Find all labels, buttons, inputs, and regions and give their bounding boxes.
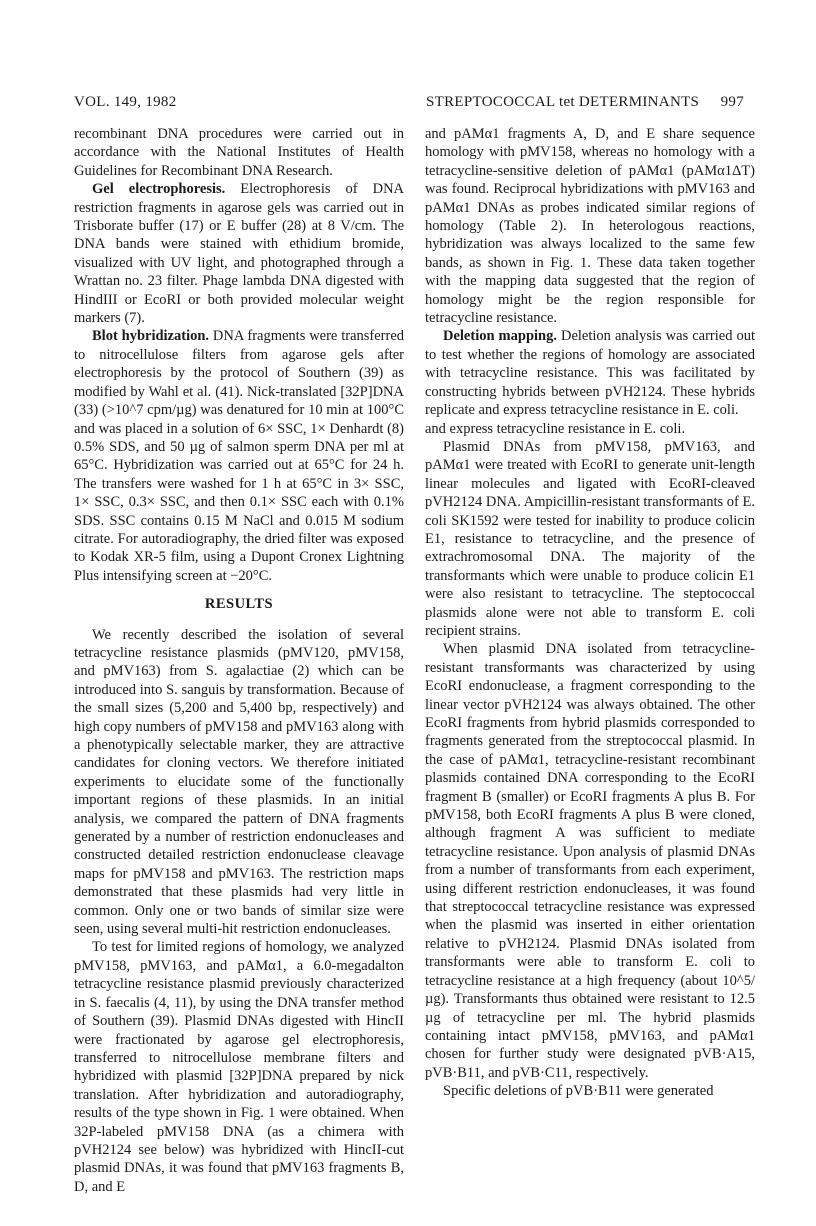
gel-electrophoresis-text: Electrophoresis of DNA restriction fragments in agarose gels was carried out in Trisborate buffer (17) or E buffer (28) at 8 V/cm. The DNA bands were stained with ethidium bromide, visualized with UV light, and photographed through a Wrattan no. 23 filter. Phage lambda DNA digested with HindIII or EcoRI or both provided molecular weight markers (7). [74, 181, 405, 327]
paragraph-results-intro: We recently described the isolation of several tetracycline resistance plasmids (pMV120, pMV158, and pMV163) from S. agalactiae (2) which can be introduced into S. sanguis by transformation. Because of the small sizes (5,200 and 5,400 bp, respectively) and high copy numbers of pMV158 and pMV163 along with a phenotypically selectable marker, they are attractive candidates for cloning vectors. We therefore initiated experiments to elucidate some of the functionally important regions of these plasmids. In an initial analysis, we compared the pattern of DNA fragments generated by a number of restriction endonucleases and constructed detailed restriction endonuclease cleavage maps for pMV158 and pMV163. The restriction maps demonstrated that these plasmids had very little in common. Only one or two bands of similar size were seen, using several multi-hit restriction endonucleases. [74, 626, 404, 938]
subheading-gel-electrophoresis: Gel electrophoresis. [92, 181, 226, 198]
page-number: 997 [720, 94, 744, 110]
paragraph-ecori-characterization: When plasmid DNA isolated from tetracycline-resistant transformants was characterized by using EcoRI endonuclease, a fragment corresponding to the linear vector pVH2124 was always obtained. The other EcoRI fragments from hybrid plasmids corresponded to fragments generated from the streptococcal plasmid. In the case of pAMα1, tetracycline-resistant recombinant plasmids contained DNA corresponding to the EcoRI fragment B (smaller) or EcoRI fragments A plus B. For pMV158, both EcoRI fragments A plus B were cloned, although fragment A was sufficient to mediate tetracycline resistance. Upon analysis of plasmid DNAs from a number of transformants from each experiment, using different restriction endonucleases, it was found that streptococcal tetracycline resistance was expressed when the plasmid was inserted in either orientation relative to pVH2124. Plasmid DNAs isolated from transformants were able to transform E. coli to tetracycline resistance at a high frequency (about 10^5/µg). Transformants thus obtained were resistant to 12.5 µg of tetracycline per ml. The hybrid plasmids containing intact pMV158, pMV163, and pAMα1 chosen for further study were designated pVB·A15, pVB·B11, and pVB·C11, respectively. [425, 641, 755, 1081]
paragraph-deletion-mapping [425, 327, 755, 419]
journal-volume: VOL. 149, 1982 [74, 94, 177, 110]
paragraph-specific-deletions: Specific deletions of pVB·B11 were generated [443, 1083, 714, 1100]
running-header [74, 94, 744, 114]
paragraph-repeated-line: and express tetracycline resistance in E. coli. [425, 420, 686, 437]
subheading-blot-hybridization: Blot hybridization. [92, 328, 210, 345]
paragraph-homology-results: and pAMα1 fragments A, D, and E share sequence homology with pMV158, whereas no homology with a tetracycline-sensitive deletion of pAMα1 (pAMα1ΔT) was found. Reciprocal hybridizations with pMV163 and pAMα1 DNAs as probes indicated similar regions of homology (Table 2). In heterologous reactions, hybridization was always localized to the same few bands, as shown in Fig. 1. These data taken together with the mapping data suggested that the region of homology might be the region responsible for tetracycline resistance. [425, 126, 755, 327]
paragraph-gel-electrophoresis [74, 180, 404, 327]
subheading-deletion-mapping: Deletion mapping. [443, 328, 557, 345]
paragraph-guidelines: recombinant DNA procedures were carried out in accordance with the National Institutes of Health Guidelines for Recombinant DNA Research. [74, 126, 404, 179]
blot-hybridization-text: DNA fragments were transferred to nitrocellulose filters from agarose gels after electrophoresis by the protocol of Southern (39) as modified by Wahl et al. (41). Nick-translated [32P]DNA (33) (>10^7 cpm/µg) was denatured for 10 min at 100°C and was placed in a solution of 6× SSC, 1× Denhardt (8) 0.5% SDS, and 50 µg of salmon sperm DNA per ml at 65°C. Hybridization was carried out at 65°C for 24 h. The transfers were washed for 1 h at 65°C in 3× SSC, 1× SSC, 0.3× SSC, and then 0.1× SSC each with 0.1% SDS. SSC contains 0.15 M NaCl and 0.015 M sodium citrate. For autoradiography, the dried filter was exposed to Kodak XR-5 film, using a Dupont Cronex Lightning Plus intensifying screen at −20°C. [74, 328, 405, 584]
left-column [74, 125, 404, 1196]
paragraph-blot-hybridization [74, 327, 404, 585]
paragraph-plasmid-dnas: Plasmid DNAs from pMV158, pMV163, and pAMα1 were treated with EcoRI to generate unit-length linear molecules and ligated with EcoRI-cleaved pVH2124 DNA. Ampicillin-resistant transformants of E. coli SK1592 were tested for inability to produce colicin E1, resistance to tetracycline, and the presence of extrachromosomal DNA. The majority of the transformants which were unable to produce colicin E1 were also resistant to tetracycline. The steptococcal plasmids alone were not able to transform E. coli recipient strains. [425, 438, 755, 639]
section-heading-results: RESULTS [204, 596, 274, 613]
running-title: STREPTOCOCCAL tet DETERMINANTS [426, 94, 700, 110]
deletion-mapping-text: Deletion analysis was carried out to test whether the regions of homology are associated with tetracycline resistance. This was facilitated by constructing hybrids between pVH2124. These hybrids replicate and express tetracycline resistance in E. coli. [425, 328, 756, 419]
right-column [425, 125, 755, 1101]
paragraph-homology-test: To test for limited regions of homology, we analyzed pMV158, pMV163, and pAMα1, a 6.0-megadalton tetracycline resistance plasmid previously characterized in S. faecalis (4, 11), by using the DNA transfer method of Southern (39). Plasmid DNAs digested with HincII were fractionated by agarose gel electrophoresis, transferred to nitrocellulose membrane filters and hybridized with plasmid [32P]DNA prepared by nick translation. After hybridization and autoradiography, results of the type shown in Fig. 1 were obtained. When 32P-labeled pMV158 DNA (as a chimera with pVH2124 see below) was hybridized with HincII-cut plasmid DNAs, it was found that pMV163 fragments B, D, and E [74, 939, 404, 1195]
